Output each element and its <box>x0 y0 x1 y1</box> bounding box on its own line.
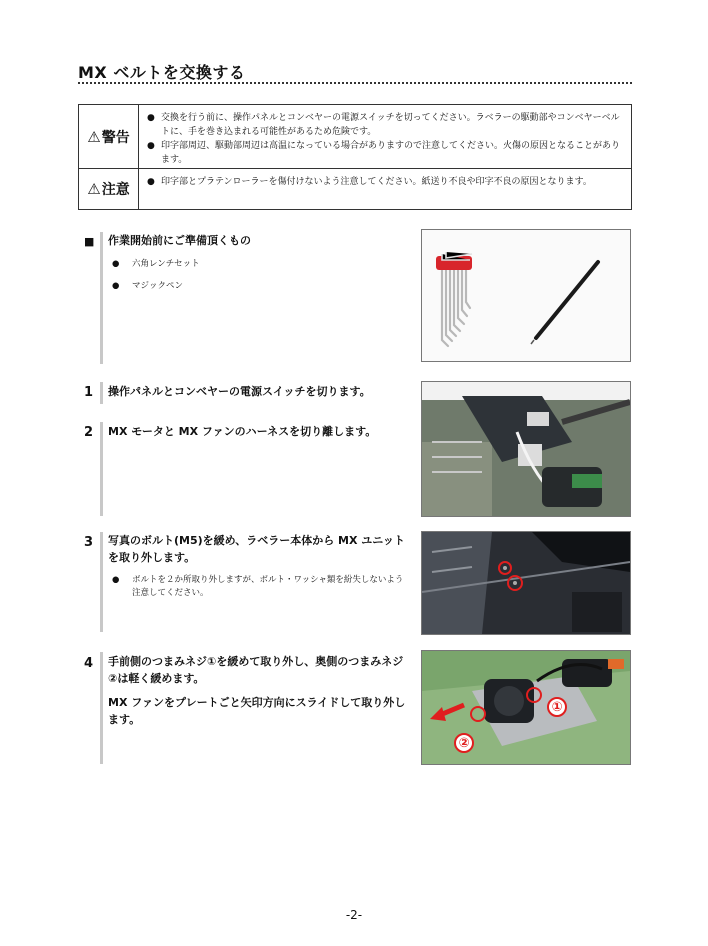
callout-label-1: ① <box>547 697 567 717</box>
section-bar <box>100 232 103 364</box>
bullet-icon: ● <box>147 113 155 123</box>
bullet-icon: ● <box>112 259 120 269</box>
step-text-secondary: MX ファンをプレートごと矢印方向にスライドして取り外します。 <box>108 696 406 726</box>
warning-item-text: 交換を行う前に、操作パネルとコンベヤーの電源スイッチを切ってください。ラベラーの駆動部やコンベヤーベルトに、手を巻き込まれる可能性があるため危険です。 <box>161 113 620 137</box>
warning-header <box>79 105 139 168</box>
bullet-icon: ● <box>147 177 155 187</box>
prep-item-text: マジックペン <box>132 281 184 291</box>
step-number: 3 <box>84 535 94 550</box>
bullet-icon: ● <box>112 575 120 585</box>
bullet-icon: ● <box>112 281 120 291</box>
caution-triangle-icon: ⚠ <box>87 180 101 198</box>
bullet-icon: ● <box>147 141 155 151</box>
step-number: 4 <box>84 656 94 671</box>
step-bar <box>100 422 103 516</box>
step-number: 1 <box>84 385 94 400</box>
step-bar <box>100 532 103 632</box>
title-divider <box>78 82 632 84</box>
section-square-icon: ■ <box>84 235 95 248</box>
step-text: 操作パネルとコンベヤーの電源スイッチを切ります。 <box>108 385 371 398</box>
step-bar <box>100 382 103 404</box>
harness-photo <box>421 381 631 517</box>
bolt-photo <box>421 531 631 635</box>
prep-item <box>112 258 200 271</box>
caution-row <box>79 169 631 209</box>
warning-label: 警告 <box>101 129 130 146</box>
caution-item <box>147 175 623 189</box>
warning-item <box>147 111 623 139</box>
step-note <box>112 574 410 600</box>
warning-item-text: 印字部周辺、駆動部周辺は高温になっている場合がありますので注意してください。火傷の原因となることがあります。 <box>161 141 621 165</box>
warning-row <box>79 105 631 169</box>
tools-photo <box>421 229 631 362</box>
step-number: 2 <box>84 425 94 440</box>
warning-triangle-icon: ⚠ <box>87 127 101 146</box>
step-text: 手前側のつまみネジ①を緩めて取り外し、奥側のつまみネジ②は軽く緩めます。 <box>108 655 404 685</box>
caution-body <box>139 169 631 209</box>
prep-item-text: 六角レンチセット <box>132 259 200 269</box>
caution-item-text: 印字部とプラテンローラーを傷付けないよう注意してください。紙送り不良や印字不良の原因となります。 <box>161 177 592 187</box>
step-text: MX モータと MX ファンのハーネスを切り離します。 <box>108 425 377 438</box>
step-note-text: ボルトを２か所取り外しますが、ボルト・ワッシャ類を紛失しないよう注意してください。 <box>132 575 404 598</box>
caution-label: 注意 <box>101 182 130 198</box>
prep-item <box>112 280 183 293</box>
warning-item <box>147 139 623 167</box>
prep-heading: 作業開始前にご準備頂くもの <box>108 234 251 247</box>
page-title: MX ベルトを交換する <box>78 63 246 82</box>
caution-header <box>79 169 139 209</box>
page-number: -2- <box>345 908 363 922</box>
step-text: 写真のボルト(M5)を緩め、ラベラー本体から MX ユニットを取り外します。 <box>108 534 405 564</box>
callout-label-2: ② <box>454 733 474 753</box>
step-bar <box>100 652 103 764</box>
fan-photo <box>421 650 631 765</box>
warning-body <box>139 105 631 168</box>
warning-table <box>78 104 632 210</box>
